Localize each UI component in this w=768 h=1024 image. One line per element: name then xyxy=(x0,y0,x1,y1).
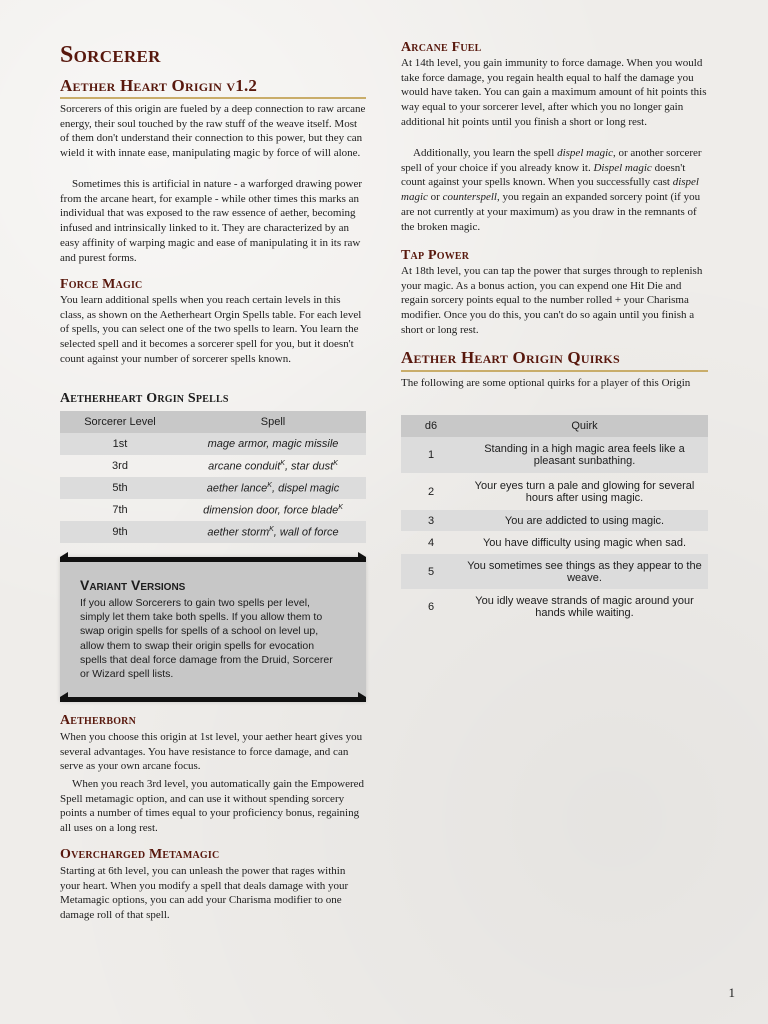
spell-cell: aether lance$^K$, dispel magic xyxy=(180,477,366,499)
force-magic-heading: Force Magic xyxy=(60,277,143,292)
force-magic-text: You learn additional spells when you reach certain levels in this class, as shown on the Aetherheart Orgin Spells table. For each level of spells, you can select one of the two spells to learn. You learn the selected spell and it becomes a sorcerer spell for you, but it doesn't count against your number of sorcerer spells known. xyxy=(60,294,362,365)
quirk-text: Your eyes turn a pale and glowing for several hours after using magic. xyxy=(474,479,695,504)
sidebar-corner-icon xyxy=(60,692,68,702)
quirks-intro: The following are some optional quirks for a player of this Origin xyxy=(401,377,691,389)
table-row xyxy=(60,455,366,477)
aetherborn-heading: Aetherborn xyxy=(60,713,137,728)
quirk-number: 6 xyxy=(427,601,435,613)
sidebar-corner-icon xyxy=(358,692,366,702)
spell-level: 7th xyxy=(112,504,128,516)
quirk-text: You idly weave strands of magic around your hands while waiting. xyxy=(475,595,694,619)
table-row xyxy=(60,521,366,543)
table-row xyxy=(401,554,708,589)
table-row xyxy=(401,589,708,625)
intro-paragraph-2: Sometimes this is artificial in nature - a warforged drawing power from the arcane heart, for example - while other times this marks an individual that was exposed to the raw essence of aether, becoming infused and intrinsically linked to it. They are characterized by an easy affinity of warping magic and ease of manipulating it in its raw and purest forms. xyxy=(60,178,362,264)
arcane-fuel-paragraph-1: At 14th level, you gain immunity to force damage. When you would take force damage, you regain health equal to half the damage you would have taken. You can gain a maximum amount of hit points this way equal to your sorcerer level, after which you no longer gain additional hit points until you finish a short or long rest. xyxy=(401,57,707,128)
quirks-table xyxy=(401,415,708,625)
quirk-text: You have difficulty using magic when sad. xyxy=(482,536,687,549)
table-header-d6: d6 xyxy=(401,415,461,437)
quirk-number: 3 xyxy=(401,510,461,531)
page-number: 1 xyxy=(728,985,735,1000)
table-row xyxy=(60,477,366,499)
overcharged-heading: Overcharged Metamagic xyxy=(60,847,220,862)
overcharged-text: Starting at 6th level, you can unleash the power that rages within your heart. When you modify a spell that deals damage with your Metamagic options, you can add your Charisma modifier to one damage roll of that spell. xyxy=(60,865,349,922)
aetherborn-paragraph-2: When you reach 3rd level, you automatically gain the Empowered Spell metamagic option, and can use it without spending sorcery points a number of times equal to your proficiency bonus, regaining all uses on a long rest. xyxy=(60,778,365,835)
table-row xyxy=(401,531,708,554)
quirk-number: 1 xyxy=(401,437,461,473)
tap-power-text: At 18th level, you can tap the power that surges through to replenish your magic. As a bonus action, you can expend one Hit Die and regain sorcery points equal to the number rolled + your Charisma modifier. Once you do this, you can't do so again until you finish a short or long rest. xyxy=(401,265,703,336)
table-row xyxy=(401,473,708,510)
table-header-quirk: Quirk xyxy=(461,415,708,437)
sidebar-corner-icon xyxy=(60,552,68,562)
quirks-heading: Aether Heart Origin Quirks xyxy=(401,348,620,367)
arcane-fuel-paragraph-2: Additionally, you learn the spell dispel magic, or another sorcerer spell of your choice if you already know it. Dispel magic doesn't count against your spells known. When you successfully cast dispel magic or counterspell, you regain an expanded sorcery point (if you are not currently at your maximum) as you draw in the remnants of the broken magic. xyxy=(401,147,702,233)
spells-table-heading: Aetherheart Orgin Spells xyxy=(60,391,229,406)
spell-cell: dimension door, force blade$^K$ xyxy=(203,503,343,517)
spells-table xyxy=(60,411,366,543)
table-row xyxy=(60,433,366,455)
quirk-number: 4 xyxy=(427,536,435,549)
spell-level: 1st xyxy=(60,433,180,455)
intro-paragraph-1: Sorcerers of this origin are fueled by a deep connection to raw arcane energy, their soul touched by the raw stuff of the weave itself. Most of them don't understand their connection to this power, but they can wield it with innate ease, manipulating magic by force of will alone. xyxy=(60,103,366,160)
table-header-spell: Spell xyxy=(180,411,366,433)
quirk-text: You sometimes see things as they appear to the weave. xyxy=(461,554,708,589)
variant-sidebar xyxy=(60,557,366,702)
aetherborn-paragraph-1: When you choose this origin at 1st level, your aether heart gives you several advantages. You have resistance to force damage, and can serve as your own arcane focus. xyxy=(60,731,363,773)
sidebar-corner-icon xyxy=(358,552,366,562)
spell-level: 9th xyxy=(60,521,180,543)
quirk-number: 2 xyxy=(427,485,435,498)
spell-level: 3rd xyxy=(112,460,128,472)
arcane-fuel-heading: Arcane Fuel xyxy=(401,40,482,55)
table-header-level: Sorcerer Level xyxy=(60,411,180,433)
spell-level: 5th xyxy=(60,477,180,499)
spell-cell: arcane conduit$^K$, star dust$^K$ xyxy=(208,459,338,473)
subtitle-rule xyxy=(60,97,366,99)
quirk-text: You are addicted to using magic. xyxy=(461,510,708,531)
quirks-rule xyxy=(401,370,708,372)
variant-text: If you allow Sorcerers to gain two spells per level, simply let them take both spells. If you allow them to swap origin spells for spells of a school on level up, allow them to swap their origin spells for evocation spells that deal force damage from the Druid, Sorcerer or Wizard spell lists. xyxy=(80,597,333,681)
table-row xyxy=(60,499,366,521)
quirk-text: Standing in a high magic area feels like a pleasant sunbathing. xyxy=(461,437,708,473)
quirk-number: 5 xyxy=(401,554,461,589)
page-title: Sorcerer xyxy=(60,42,161,68)
tap-power-heading: Tap Power xyxy=(401,248,470,263)
table-row xyxy=(401,437,708,473)
table-row xyxy=(401,510,708,531)
spell-cell: mage armor, magic missile xyxy=(180,433,366,455)
variant-title: Variant Versions xyxy=(80,577,186,593)
subtitle: Aether Heart Origin v1.2 xyxy=(60,76,258,95)
spell-cell: aether storm$^K$, wall of force xyxy=(180,521,366,543)
